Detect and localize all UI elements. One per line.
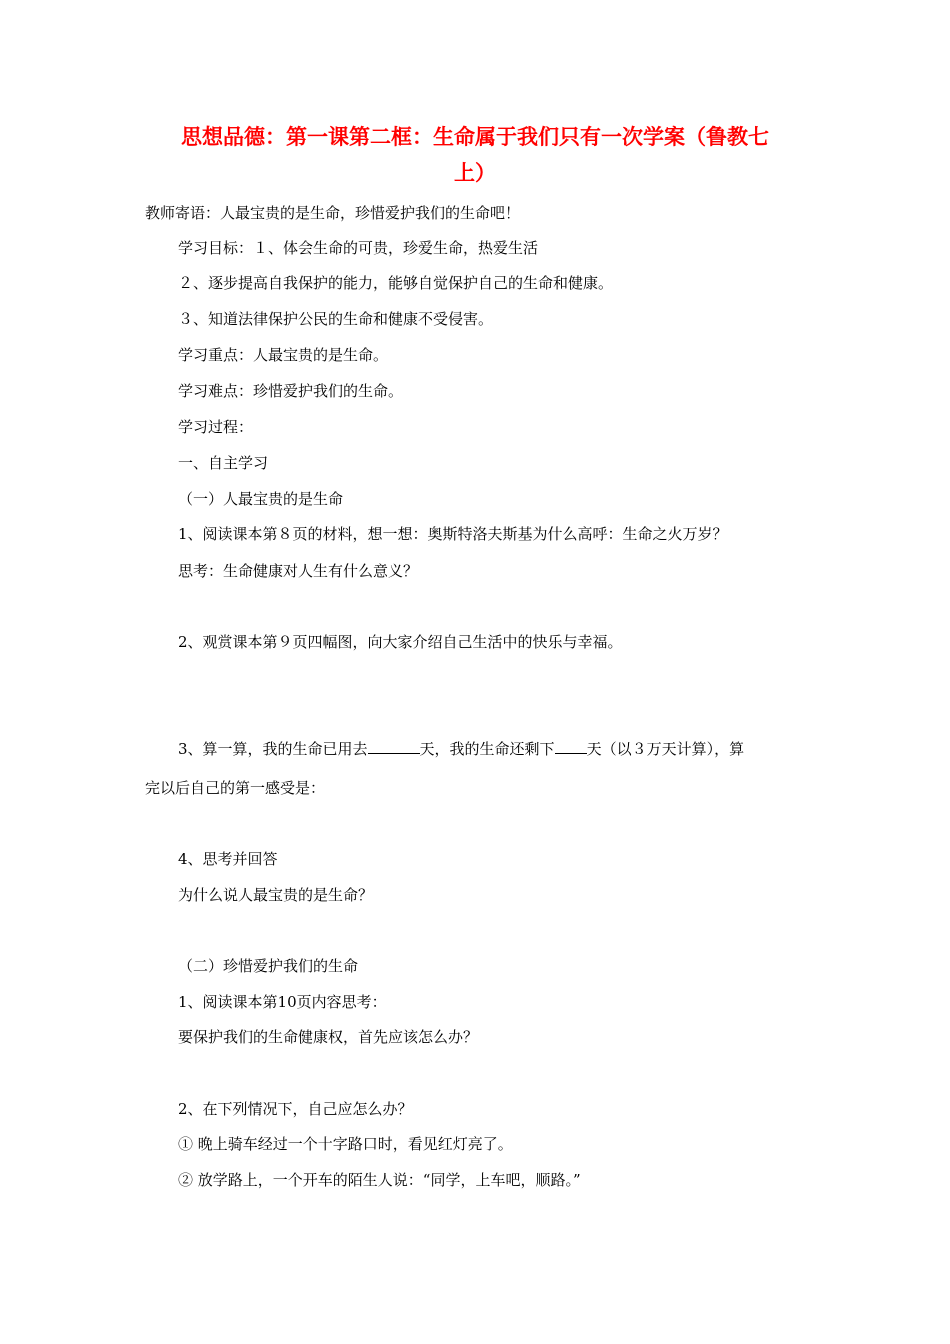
question-1-think: 思考：生命健康对人生有什么意义？: [178, 562, 419, 580]
section-heading-self-study: 一、自主学习: [178, 454, 269, 472]
question-1: 1、阅读课本第８页的材料，想一想：奥斯特洛夫斯基为什么高呼：生命之火万岁？: [178, 525, 728, 543]
question-5: 1、阅读课本第10页内容思考：: [178, 993, 387, 1011]
days-remaining-blank[interactable]: [555, 737, 587, 754]
question-5-prompt: 要保护我们的生命健康权，首先应该怎么办？: [178, 1028, 479, 1046]
learning-goal-1: 学习目标：１、体会生命的可贵，珍爱生命，热爱生活: [178, 239, 539, 257]
question-3-line: [178, 737, 744, 759]
question-3-text-part-1: 3、算一算，我的生命已用去: [178, 740, 368, 758]
key-point: 学习重点：人最宝贵的是生命。: [178, 346, 389, 364]
learning-goal-2: ２、逐步提高自我保护的能力，能够自觉保护自己的生命和健康。: [178, 274, 614, 292]
learning-goal-3: ３、知道法律保护公民的生命和健康不受侵害。: [178, 310, 494, 328]
learning-process-heading: 学习过程：: [178, 418, 254, 436]
scenario-item-2: ② 放学路上，一个开车的陌生人说：“同学，上车吧，顺路。”: [178, 1171, 581, 1189]
question-3-continuation: 完以后自己的第一感受是：: [145, 779, 326, 797]
days-used-blank[interactable]: [368, 737, 420, 754]
document-title-line-2: 上）: [454, 161, 496, 185]
question-3-text-part-3: 天（以３万天计算），算: [586, 740, 745, 758]
subsection-heading-2: （二）珍惜爱护我们的生命: [178, 957, 359, 975]
difficulty-point: 学习难点：珍惜爱护我们的生命。: [178, 382, 404, 400]
question-6: 2、在下列情况下，自己应怎么办？: [178, 1100, 413, 1118]
teacher-message: 教师寄语：人最宝贵的是生命，珍惜爱护我们的生命吧！: [145, 204, 521, 222]
question-4-prompt: 为什么说人最宝贵的是生命？: [178, 886, 374, 904]
document-title-line-1: 思想品德：第一课第二框：生命属于我们只有一次学案（鲁教七: [181, 125, 769, 149]
question-3-text-part-2: 天，我的生命还剩下: [419, 740, 555, 758]
question-2: 2、观赏课本第９页四幅图，向大家介绍自己生活中的快乐与幸福。: [178, 633, 623, 651]
scenario-item-1: ① 晚上骑车经过一个十字路口时，看见红灯亮了。: [178, 1135, 513, 1153]
subsection-heading-1: （一）人最宝贵的是生命: [178, 490, 344, 508]
question-4: 4、思考并回答: [178, 850, 278, 868]
